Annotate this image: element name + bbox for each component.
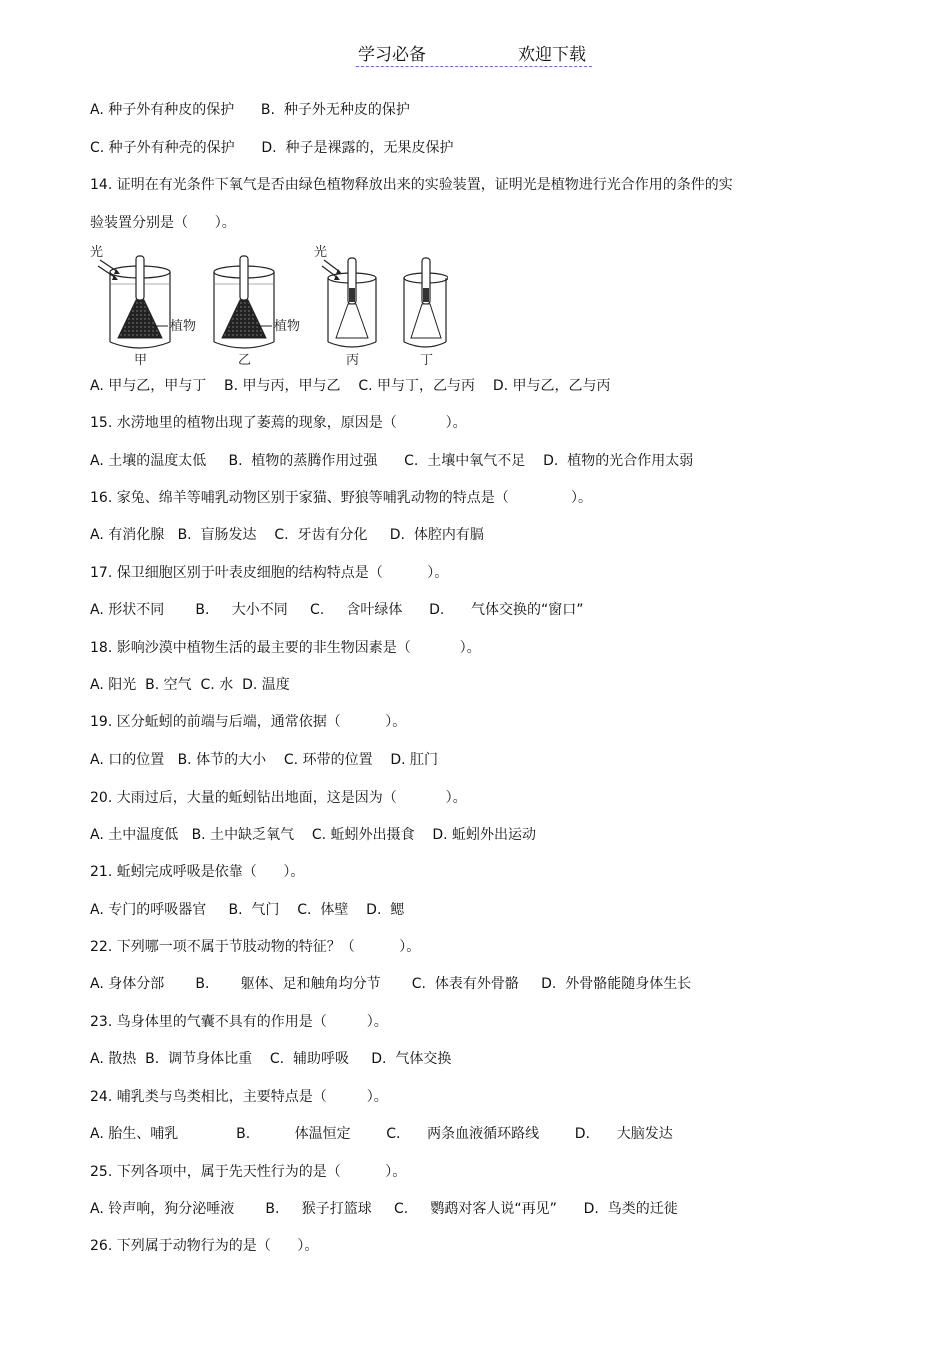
question-24-text: 24. 哺乳类与鸟类相比，主要特点是（ ）。: [90, 1089, 388, 1105]
option-line-18: A. 阳光 B. 空气 C. 水 D. 温度: [90, 677, 290, 693]
header-right-text: 欢迎下载: [518, 45, 586, 65]
question-17-text: 17. 保卫细胞区别于叶表皮细胞的结构特点是（ ）。: [90, 565, 449, 581]
page-header: [356, 40, 592, 67]
caption-yi: 乙: [238, 353, 252, 366]
question-14-text: 14. 证明在有光条件下氧气是否由绿色植物释放出来的实验装置，证明光是植物进行光合作用的条件的实: [90, 177, 733, 193]
apparatus-bing: [314, 244, 376, 347]
option-line-21: A. 专门的呼吸器官 B. 气门 C. 体壁 D. 鳃: [90, 902, 405, 918]
light-label-jia: 光: [90, 245, 104, 260]
question-21-text: 21. 蚯蚓完成呼吸是依靠（ ）。: [90, 864, 305, 880]
option-line-14: A. 甲与乙，甲与丁 B. 甲与丙，甲与乙 C. 甲与丁，乙与丙 D. 甲与乙，乙与丙: [90, 378, 611, 394]
experiment-figure: [88, 242, 448, 366]
option-line-23: A. 散热 B. 调节身体比重 C. 辅助呼吸 D. 气体交换: [90, 1051, 452, 1067]
option-line-22: A. 身体分部 B. 躯体、足和触角均分节 C. 体表有外骨骼 D. 外骨骼能随身体生长: [90, 976, 692, 992]
option-line-17: A. 形状不同 B. 大小不同 C. 含叶绿体 D. 气体交换的“窗口”: [90, 602, 584, 618]
option-line-24: A. 胎生、哺乳 B. 体温恒定 C. 两条血液循环路线 D. 大脑发达: [90, 1126, 673, 1142]
option-line-25: A. 铃声响，狗分泌唾液 B. 猴子打篮球 C. 鹦鹉对客人说“再见” D. 鸟类的迁徙: [90, 1201, 678, 1217]
option-line-13cd: C. 种子外有种壳的保护 D. 种子是裸露的，无果皮保护: [90, 140, 454, 156]
apparatus-yi: [214, 256, 274, 348]
question-16-text: 16. 家兔、绵羊等哺乳动物区别于家猫、野狼等哺乳动物的特点是（ ）。: [90, 490, 593, 506]
question-22-text: 22. 下列哪一项不属于节肢动物的特征？（ ）。: [90, 939, 421, 955]
question-20-text: 20. 大雨过后，大量的蚯蚓钻出地面，这是因为（ ）。: [90, 790, 467, 806]
option-line-16: A. 有消化腺 B. 盲肠发达 C. 牙齿有分化 D. 体腔内有膈: [90, 527, 484, 543]
option-line-15: A. 土壤的温度太低 B. 植物的蒸腾作用过强 C. 土壤中氧气不足 D. 植物的光合作用太弱: [90, 453, 694, 469]
option-line-13ab: A. 种子外有种皮的保护 B. 种子外无种皮的保护: [90, 102, 410, 118]
experiment-apparatus-diagram: [88, 242, 448, 366]
question-18-text: 18. 影响沙漠中植物生活的最主要的非生物因素是（ ）。: [90, 640, 481, 656]
question-23-text: 23. 鸟身体里的气囊不具有的作用是（ ）。: [90, 1014, 388, 1030]
question-19-text: 19. 区分蚯蚓的前端与后端，通常依据（ ）。: [90, 714, 407, 730]
question-25-text: 25. 下列各项中，属于先天性行为的是（ ）。: [90, 1164, 407, 1180]
option-line-19: A. 口的位置 B. 体节的大小 C. 环带的位置 D. 肛门: [90, 752, 439, 768]
option-line-20: A. 土中温度低 B. 土中缺乏氧气 C. 蚯蚓外出摄食 D. 蚯蚓外出运动: [90, 827, 537, 843]
header-left-text: 学习必备: [358, 45, 426, 65]
light-label-bing: 光: [314, 245, 328, 260]
caption-ding: 丁: [420, 353, 434, 366]
question-14-text-cont: 验装置分别是（ ）。: [90, 215, 236, 231]
apparatus-jia: [90, 244, 170, 348]
question-26-text: 26. 下列属于动物行为的是（ ）。: [90, 1238, 319, 1254]
question-15-text: 15. 水涝地里的植物出现了萎蔫的现象，原因是（ ）。: [90, 415, 467, 431]
caption-jia: 甲: [134, 353, 148, 366]
apparatus-ding: [404, 258, 448, 347]
caption-bing: 丙: [346, 353, 360, 366]
plant-label-jia: 植物: [170, 319, 197, 334]
plant-label-yi: 植物: [274, 319, 301, 334]
